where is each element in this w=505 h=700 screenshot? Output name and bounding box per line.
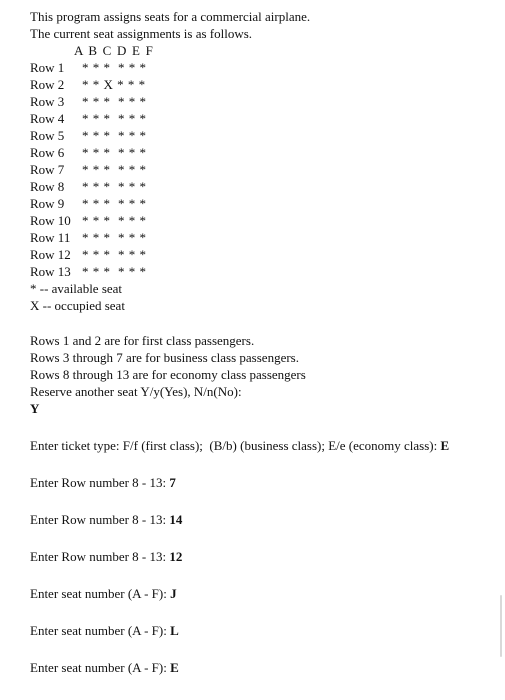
seat-row (30, 144, 500, 161)
row-seats: * * * * * * (82, 162, 147, 177)
prompt-answer: 7 (169, 475, 176, 490)
prompt-answer: E (170, 660, 179, 675)
seat-row (30, 229, 500, 246)
row-number-prompt (30, 511, 500, 528)
seat-row (30, 161, 500, 178)
row-label: Row 2 (30, 77, 65, 92)
prompt-text: Enter Row number 8 - 13: (30, 475, 170, 490)
row-label: Row 4 (30, 111, 65, 126)
info-economy-class: Rows 8 through 13 are for economy class passengers (30, 367, 306, 382)
seat-column-header: A B C D E F (74, 43, 155, 58)
prompt-answer: J (170, 586, 177, 601)
row-seats: * * * * * * (82, 247, 147, 262)
prompt-answer: 12 (169, 549, 183, 564)
vertical-scrollbar[interactable] (500, 595, 502, 657)
seat-row (30, 93, 500, 110)
info-business-class: Rows 3 through 7 are for business class passengers. (30, 350, 299, 365)
row-label: Row 5 (30, 128, 65, 143)
console-output (30, 8, 500, 676)
row-seats: * * * * * * (82, 111, 147, 126)
seat-map (30, 59, 500, 280)
row-seats: * * * * * * (82, 128, 147, 143)
row-label: Row 13 (30, 264, 71, 279)
row-label: Row 1 (30, 60, 65, 75)
intro-line-2: The current seat assignments is as follows. (30, 26, 253, 41)
intro-line-1: This program assigns seats for a commercial airplane. (30, 9, 311, 24)
row-label: Row 10 (30, 213, 71, 228)
prompt-text: Enter Row number 8 - 13: (30, 512, 170, 527)
seat-number-prompt (30, 622, 500, 639)
seat-row (30, 59, 500, 76)
legend-available: * -- available seat (30, 281, 123, 296)
row-label: Row 6 (30, 145, 65, 160)
prompt-text: Enter seat number (A - F): (30, 586, 171, 601)
reserve-answer: Y (30, 401, 40, 416)
prompt-answer: E (440, 438, 450, 453)
prompt-text: Enter seat number (A - F): (30, 623, 171, 638)
row-number-prompt (30, 548, 500, 565)
legend-occupied: X -- occupied seat (30, 298, 125, 313)
row-label: Row 3 (30, 94, 65, 109)
row-label: Row 12 (30, 247, 71, 262)
prompt-answer: 14 (169, 512, 183, 527)
row-seats: * * * * * * (82, 196, 147, 211)
prompt-answer: L (170, 623, 179, 638)
seat-row (30, 76, 500, 93)
seat-row (30, 212, 500, 229)
row-seats: * * * * * * (82, 264, 147, 279)
info-first-class: Rows 1 and 2 are for first class passengers. (30, 333, 255, 348)
row-label: Row 9 (30, 196, 65, 211)
row-seats: * * * * * * (82, 145, 147, 160)
row-label: Row 7 (30, 162, 65, 177)
seat-row (30, 110, 500, 127)
seat-row (30, 178, 500, 195)
prompt-text: Enter seat number (A - F): (30, 660, 171, 675)
seat-row (30, 263, 500, 280)
prompt-text: Enter ticket type: F/f (first class); (B/b) (business class); E/e (economy class): (30, 438, 441, 453)
prompt-text: Enter Row number 8 - 13: (30, 549, 170, 564)
seat-row (30, 246, 500, 263)
seat-row (30, 127, 500, 144)
row-seats: * * * * * * (82, 94, 147, 109)
seat-number-prompt (30, 659, 500, 676)
row-seats: * * * * * * (82, 213, 147, 228)
row-seats: * * * * * * (82, 60, 147, 75)
row-seats: * * * * * * (82, 230, 147, 245)
ticket-type-prompt (30, 437, 500, 454)
seat-number-prompt (30, 585, 500, 602)
row-label: Row 11 (30, 230, 71, 245)
row-number-prompt (30, 474, 500, 491)
row-label: Row 8 (30, 179, 65, 194)
seat-row (30, 195, 500, 212)
reserve-prompt: Reserve another seat Y/y(Yes), N/n(No): (30, 384, 242, 399)
row-seats: * * * * * * (82, 179, 147, 194)
row-seats: * * X * * * (82, 77, 146, 92)
